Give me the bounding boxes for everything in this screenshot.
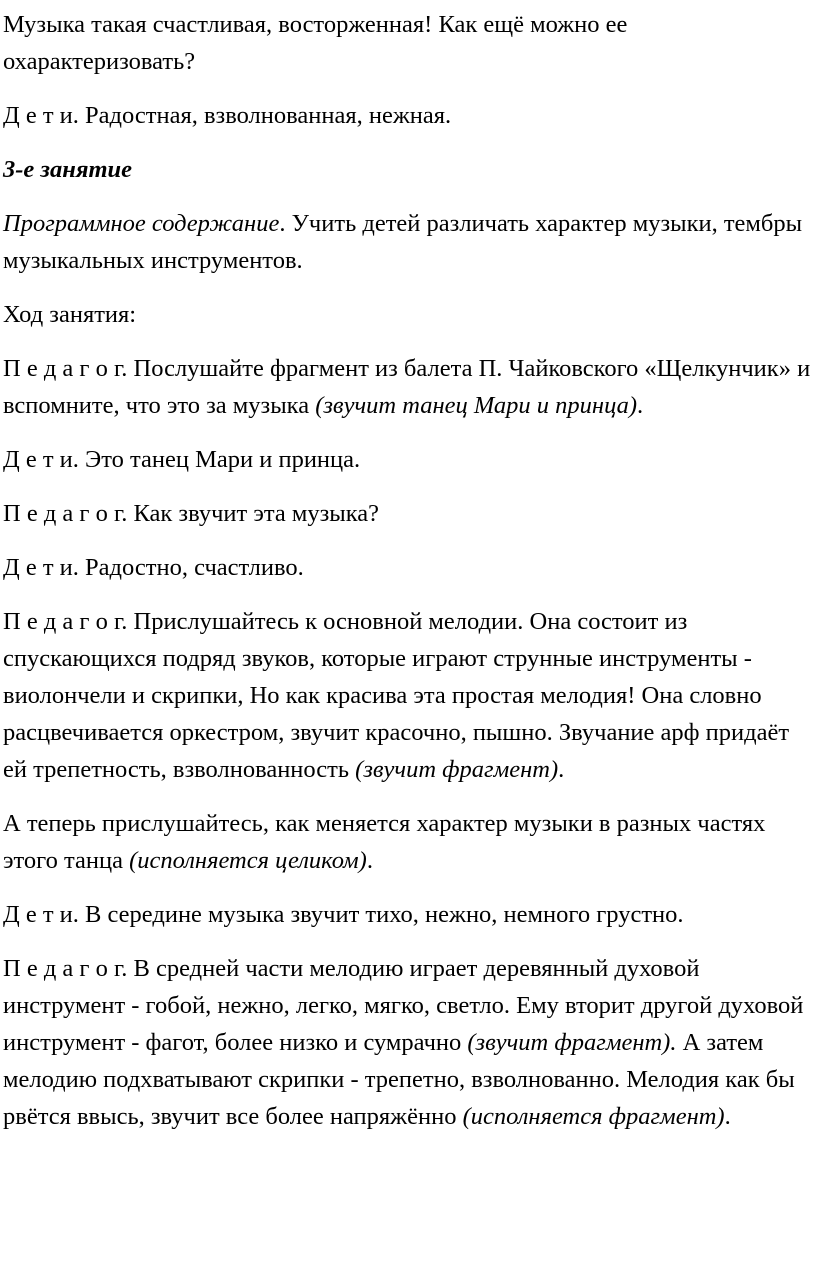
paragraph-tail: . <box>558 756 565 783</box>
speaker-label: П е д а г о <box>3 608 108 635</box>
paragraph-text: . В середине музыка звучит тихо, нежно, немного грустно. <box>72 901 684 928</box>
paragraph-children-answer-2 <box>3 441 812 478</box>
paragraph-intro-question <box>3 6 812 80</box>
speaker-label-end: г <box>113 500 122 527</box>
paragraph-text: . В средней части мелодию играет деревянный духовой инструмент - гобой, нежно, легко, мягко, светло. Ему вторит другой духовой инструмент - фагот, более низко и сумрачно <box>3 955 804 1056</box>
paragraph-teacher-3 <box>3 603 812 788</box>
lesson-heading <box>3 151 812 188</box>
stage-note-2: (исполняется фрагмент) <box>462 1103 725 1130</box>
lesson-heading-text: 3-е занятие <box>3 156 132 183</box>
speaker-label: Д е т <box>3 102 54 129</box>
speaker-label: Д е т <box>3 554 54 581</box>
paragraph-text-continued: А затем мелодию подхватывают скрипки - трепетно, взволнованно. Мелодия как бы рвётся ввысь, звучит все более напряжённо <box>3 1029 795 1130</box>
speaker-label: П е д а г о <box>3 955 108 982</box>
paragraph-children-answer-4 <box>3 896 812 933</box>
speaker-label-end: г <box>113 355 122 382</box>
paragraph-text: . Как звучит эта музыка? <box>121 500 380 527</box>
paragraph-teacher-1 <box>3 350 812 424</box>
paragraph-text: . Учить детей различать характер музыки, тембры музыкальных инструментов. <box>3 210 803 274</box>
paragraph-text: . Это танец Мари и принца. <box>72 446 361 473</box>
stage-note: (звучит танец Мари и принца) <box>315 392 638 419</box>
speaker-label-end: и <box>59 446 73 473</box>
paragraph-program-content <box>3 205 812 279</box>
speaker-label-end: и <box>59 554 73 581</box>
paragraph-text: Музыка такая счастливая, восторженная! Как ещё можно ее охарактеризовать? <box>3 11 628 75</box>
speaker-label-end: и <box>59 102 73 129</box>
speaker-label-end: и <box>59 901 73 928</box>
paragraph-tail: . <box>724 1103 731 1130</box>
paragraph-teacher-2 <box>3 495 812 532</box>
paragraph-text: А теперь прислушайтесь, как меняется характер музыки в разных частях этого танца <box>3 810 766 874</box>
speaker-label-end: г <box>113 955 122 982</box>
stage-note: (звучит фрагмент) <box>355 756 559 783</box>
paragraph-text: . Радостная, взволнованная, нежная. <box>72 102 452 129</box>
paragraph-text: . Послушайте фрагмент из балета П. Чайковского «Щелкунчик» и вспомните, что это за музыка <box>3 355 811 419</box>
paragraph-text: . Прислушайтесь к основной мелодии. Она состоит из спускающихся подряд звуков, которые играют струнные инструменты - виолончели и скрипки, Но как красива эта простая мелодия! Она словно расцвечивается оркестром, звучит красочно, пышно. Звучание арф придаёт ей трепетность, взволнованность <box>3 608 790 783</box>
program-content-label: Программное содержание <box>3 210 280 237</box>
paragraph-teacher-5 <box>3 950 812 1135</box>
paragraph-tail: . <box>637 392 644 419</box>
paragraph-lesson-flow <box>3 296 812 333</box>
paragraph-children-answer-3 <box>3 549 812 586</box>
paragraph-text: Ход занятия: <box>3 301 137 328</box>
paragraph-teacher-4 <box>3 805 812 879</box>
paragraph-text: . Радостно, счастливо. <box>72 554 304 581</box>
stage-note: (исполняется целиком) <box>129 847 367 874</box>
speaker-label: П е д а г о <box>3 500 108 527</box>
paragraph-tail: . <box>366 847 373 874</box>
speaker-label: Д е т <box>3 446 54 473</box>
speaker-label: П е д а г о <box>3 355 108 382</box>
speaker-label: Д е т <box>3 901 54 928</box>
speaker-label-end: г <box>113 608 122 635</box>
stage-note: (звучит фрагмент). <box>467 1029 677 1056</box>
paragraph-children-answer-1 <box>3 97 812 134</box>
